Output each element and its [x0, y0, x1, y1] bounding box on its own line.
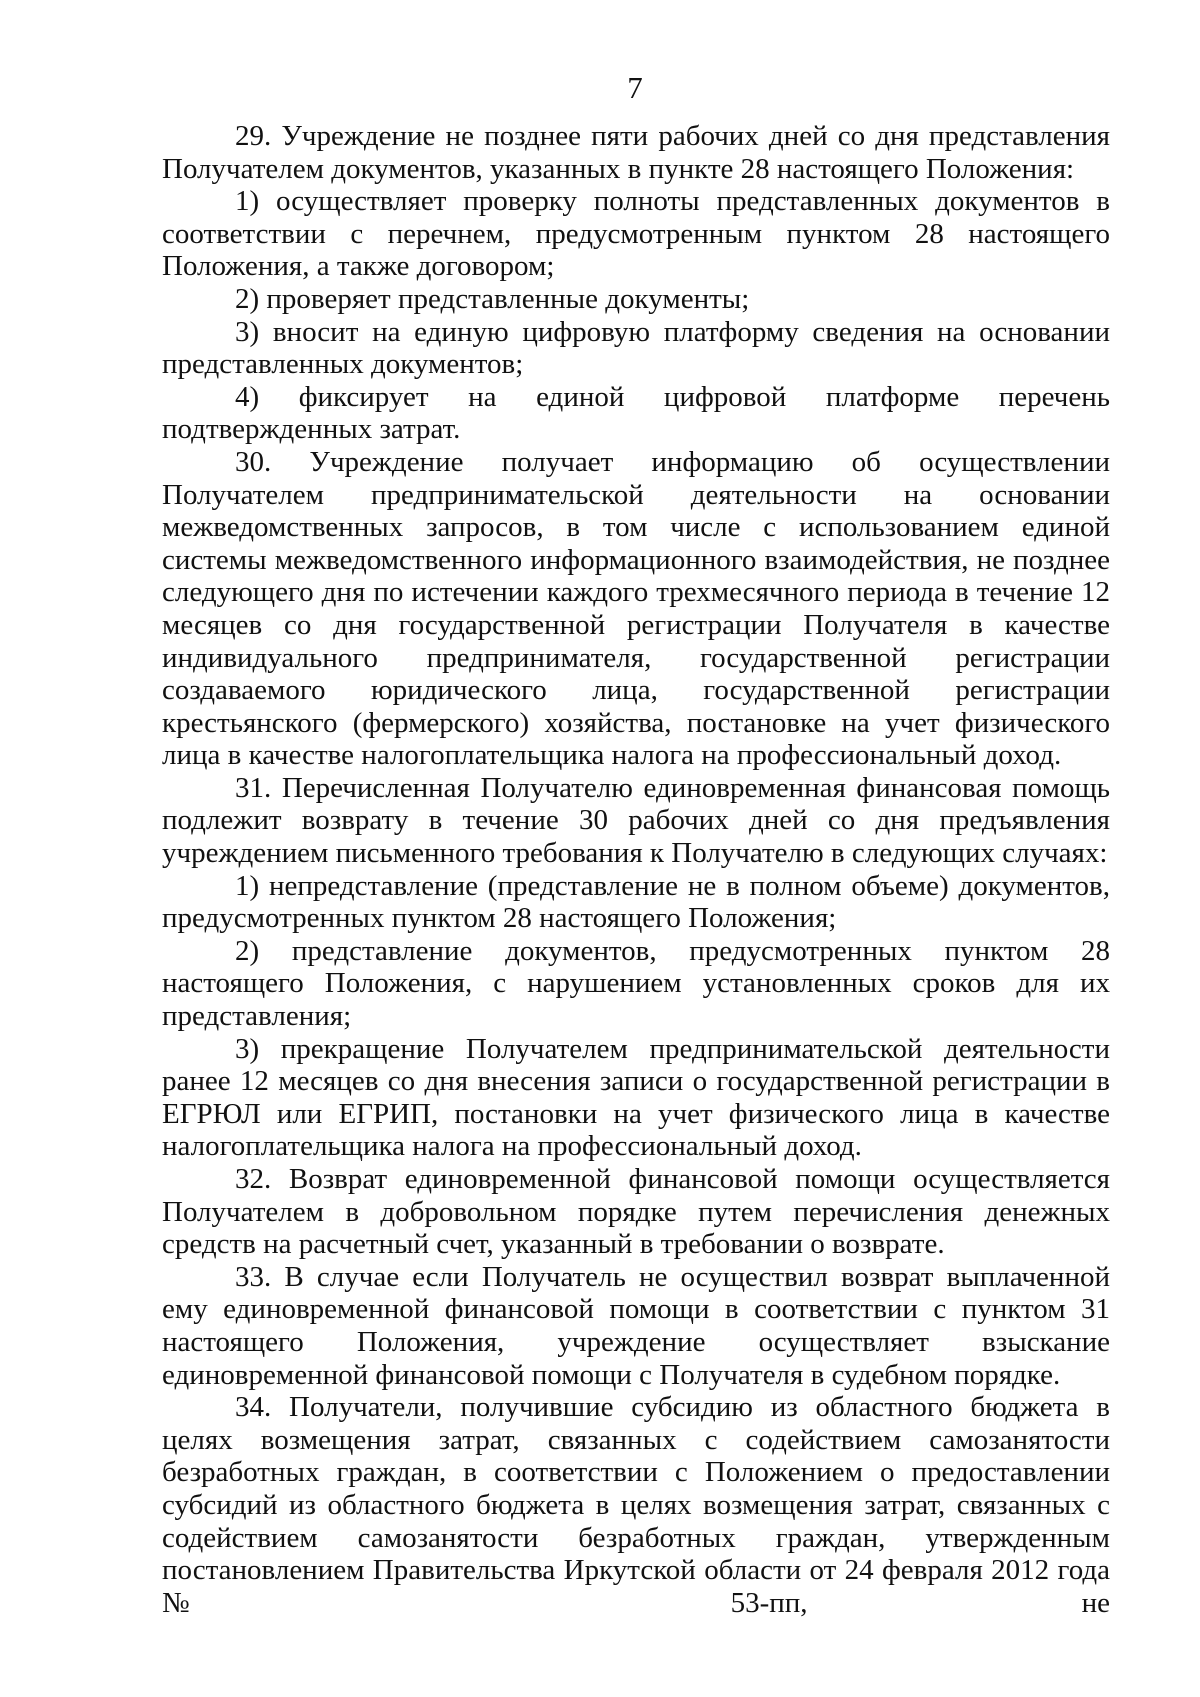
paragraph-29-item-4: 4) фиксирует на единой цифровой платформе перечень подтвержденных затрат.: [162, 380, 1110, 446]
paragraph-31-item-2: 2) представление документов, предусмотренных пунктом 28 настоящего Положения, с нарушением установленных сроков для их представления;: [162, 934, 1110, 1033]
paragraph-31-item-3: 3) прекращение Получателем предпринимательской деятельности ранее 12 месяцев со дня внесения записи о государственной регистрации в ЕГРЮЛ или ЕГРИП, постановки на учет физического лица в качестве налогоплательщика налога на профессиональный доход.: [162, 1032, 1110, 1163]
paragraph-32: 32. Возврат единовременной финансовой помощи осуществляется Получателем в добровольном порядке путем перечисления денежных средств на расчетный счет, указанный в требовании о возврате.: [162, 1163, 1110, 1261]
paragraph-30: 30. Учреждение получает информацию об осуществлении Получателем предпринимательской деятельности на основании межведомственных запросов, в том числе с использованием единой системы межведомственного информационного взаимодействия, не позднее следующего дня по истечении каждого трехмесячного периода в течение 12 месяцев со дня государственной регистрации Получателя в качестве индивидуального предпринимателя, государственной регистрации создаваемого юридического лица, государственной регистрации крестьянского (фермерского) хозяйства, постановке на учет физического лица в качестве налогоплательщика налога на профессиональный доход.: [162, 445, 1110, 772]
paragraph-29-item-2: 2) проверяет представленные документы;: [235, 282, 750, 315]
paragraph-31: 31. Перечисленная Получателю единовременная финансовая помощь подлежит возврату в течение 30 рабочих дней со дня предъявления учреждением письменного требования к Получателю в следующих случаях:: [162, 771, 1110, 870]
page-number: 7: [627, 70, 643, 105]
paragraph-33: 33. В случае если Получатель не осуществил возврат выплаченной ему единовременной финансовой помощи в соответствии с пунктом 31 настоящего Положения, учреждение осуществляет взыскание единовременной финансовой помощи с Получателя в судебном порядке.: [162, 1260, 1110, 1391]
paragraph-29-item-3: 3) вносит на единую цифровую платформу сведения на основании представленных документов;: [162, 315, 1110, 381]
document-body: [162, 120, 1110, 1619]
paragraph-29-item-1: 1) осуществляет проверку полноты представленных документов в соответствии с перечнем, предусмотренным пунктом 28 настоящего Положения, а также договором;: [162, 185, 1110, 283]
paragraph-29: 29. Учреждение не позднее пяти рабочих дней со дня представления Получателем документов, указанных в пункте 28 настоящего Положения:: [162, 120, 1110, 185]
paragraph-34: 34. Получатели, получившие субсидию из областного бюджета в целях возмещения затрат, связанных с содействием самозанятости безработных граждан, в соответствии с Положением о предоставлении субсидий из областного бюджета в целях возмещения затрат, связанных с содействием самозанятости безработных граждан, утвержденным постановлением Правительства Иркутской области от 24 февраля 2012 года № 53-пп, не: [162, 1391, 1110, 1619]
paragraph-31-item-1: 1) непредставление (представление не в полном объеме) документов, предусмотренных пунктом 28 настоящего Положения;: [162, 869, 1110, 935]
